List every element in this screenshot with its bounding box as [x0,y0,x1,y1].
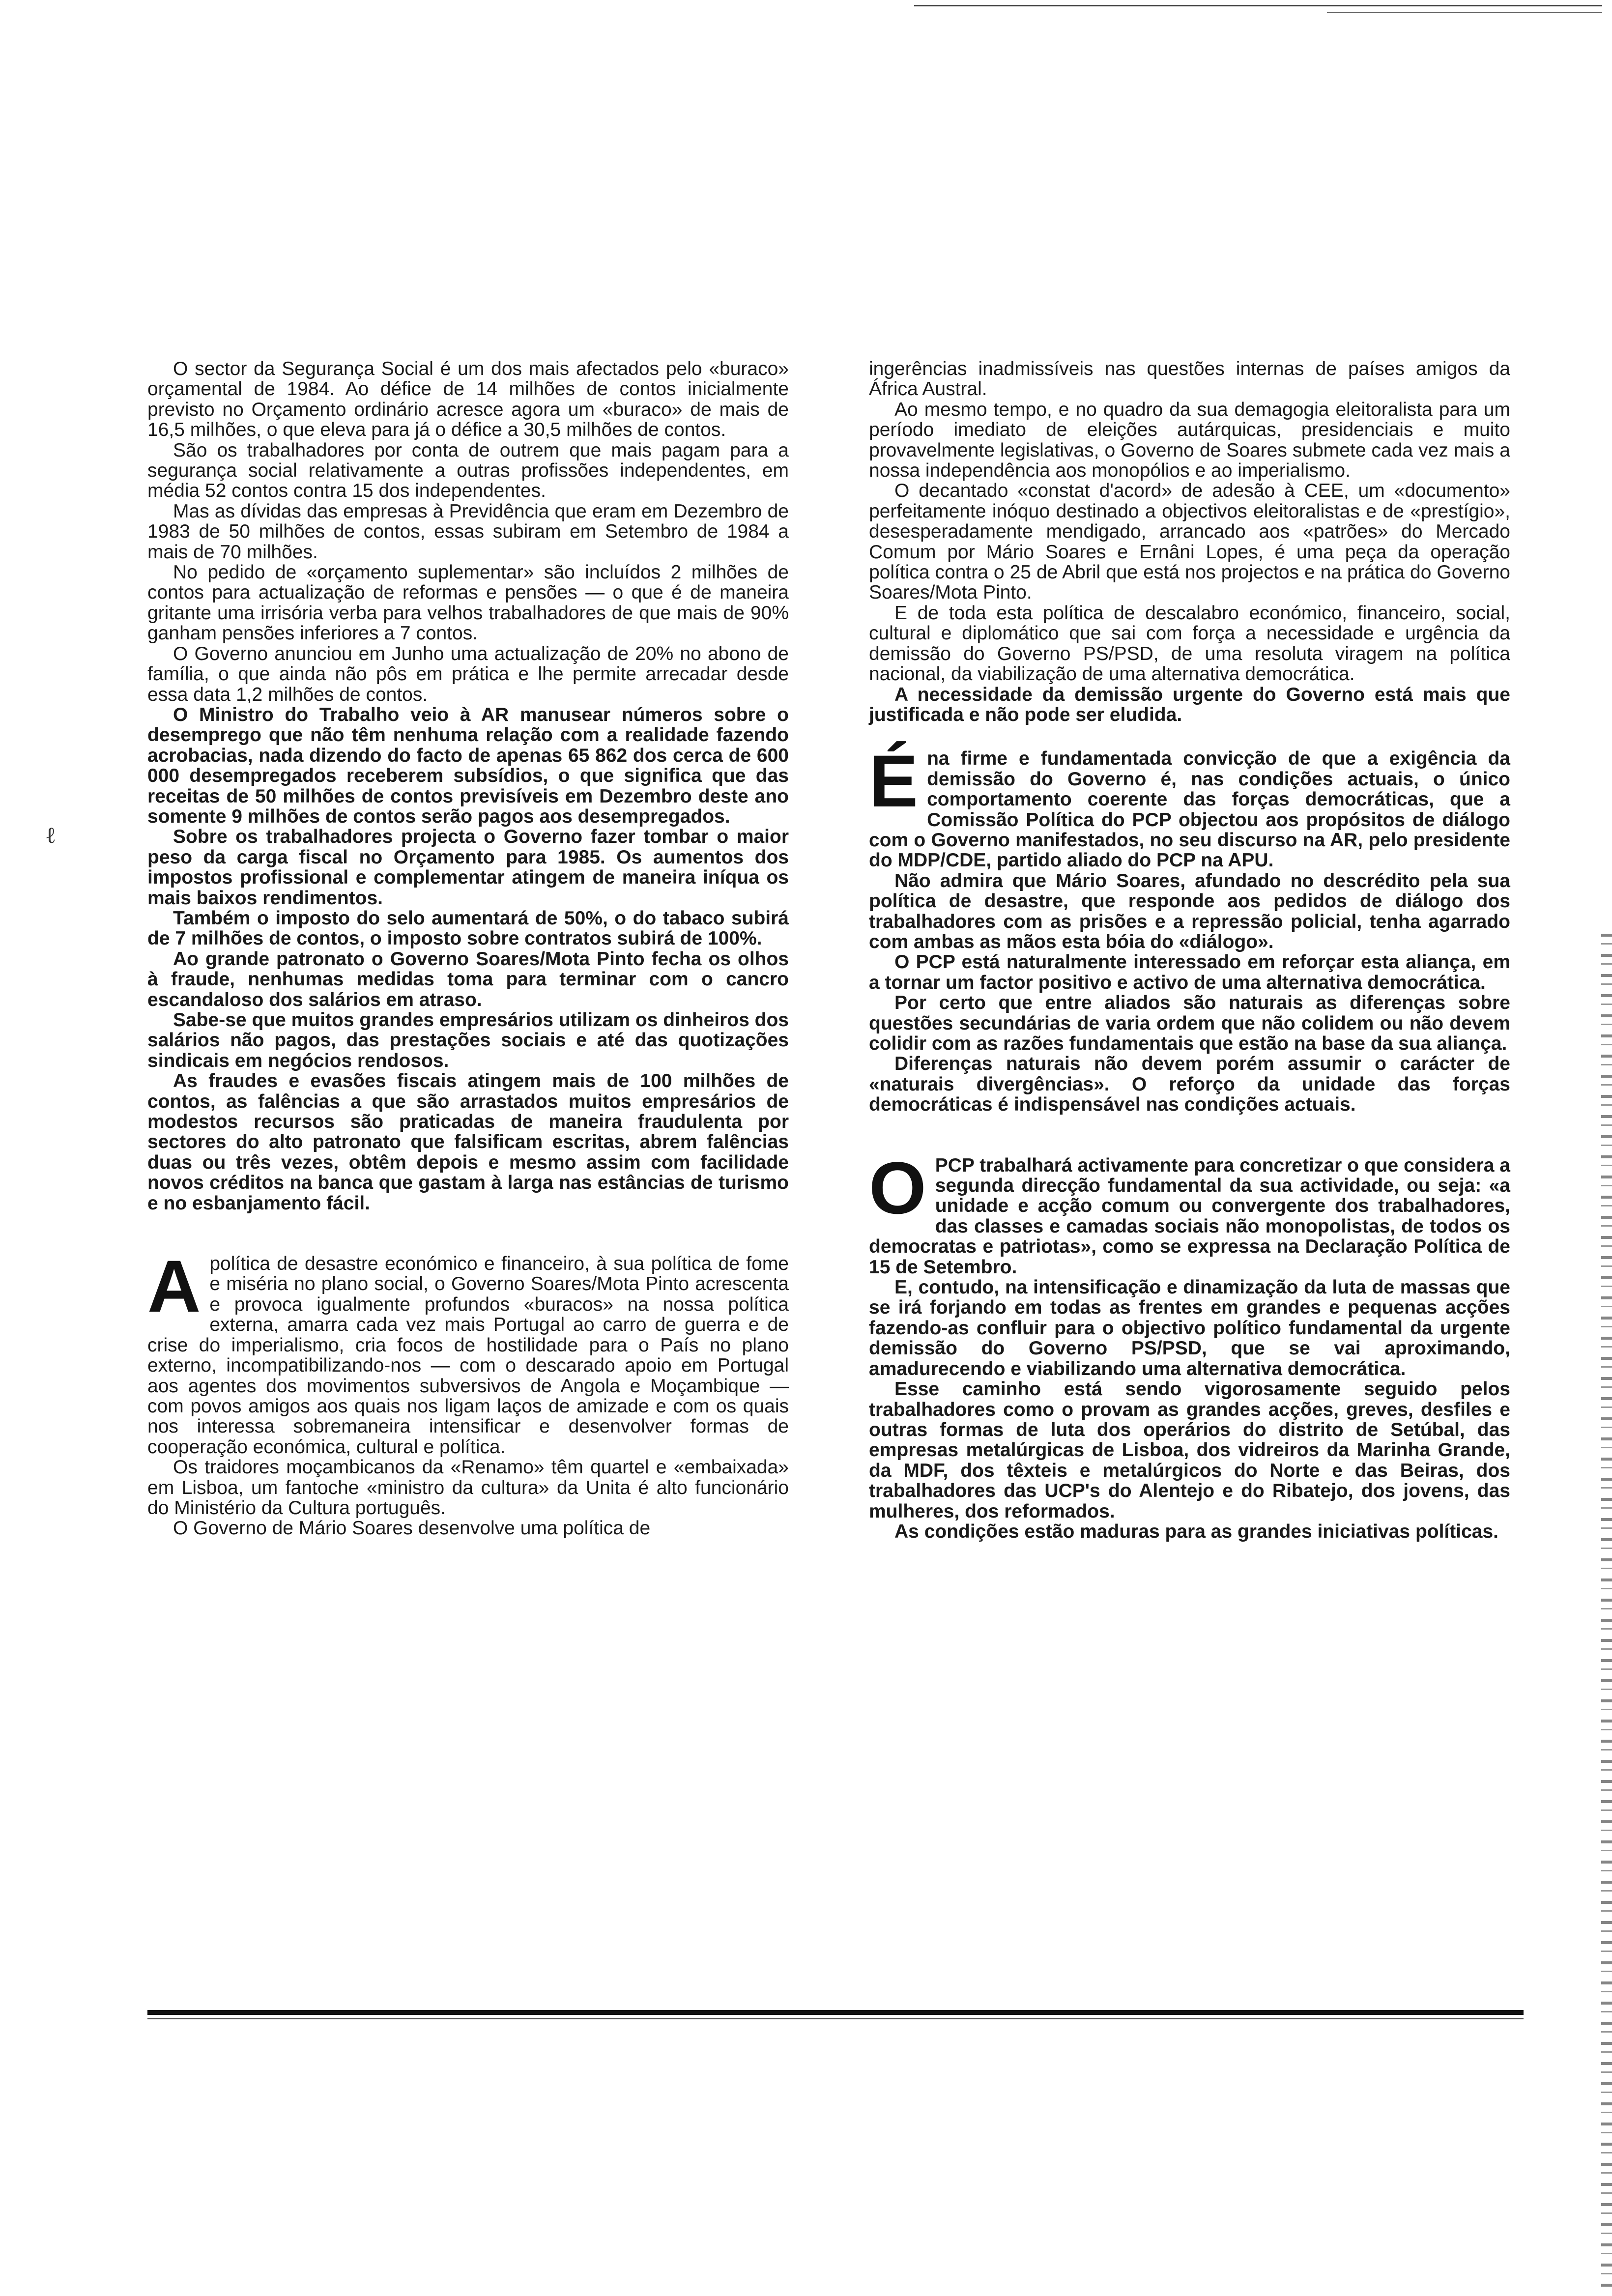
drop-cap: A [147,1245,201,1328]
paragraph: Mas as dívidas das empresas à Previdência que eram em Dezembro de 1983 de 50 milhões de contos, essas subiram em Setembro de 1984 a mais de 70 milhões. [147,500,789,563]
paragraph: E, contudo, na intensificação e dinamização da luta de massas que se irá forjando em todas as frentes em grandes e pequenas acções fazendo-as confluir para o objectivo político fundamental da urgente demissão do Governo PS/PSD, que se vai aproximando, amadurecendo e viabilizando uma alternativa democrática. [869,1277,1510,1379]
section-spacer [147,1213,789,1254]
section-lead-text: PCP trabalhará activamente para concretizar o que considera a segunda direcção fundamental da sua actividade, ou seja: «a unidade e acção comum ou convergente dos trabalhadores, das classes e camadas sociais não monopolistas, de todos os democratas e patriotas», como se expressa na Declaração Política de 15 de Setembro. [869,1154,1510,1278]
paragraph: O sector da Segurança Social é um dos mais afectados pelo «buraco» orçamental de 1984. Ao défice de 14 milhões de contos inicialmente previsto no Orçamento ordinário acresce agora um «buraco» de mais de 16,5 milhões, o que eleva para já o défice a 30,5 milhões de contos. [147,358,789,441]
paragraph: São os trabalhadores por conta de outrem que mais pagam para a segurança social relativamente a outras profissões independentes, em média 52 contos contra 15 dos independentes. [147,439,789,502]
section-lead-paragraph [869,1146,1510,1278]
section-spacer [869,1115,1510,1155]
scan-edge-noise [1601,934,1612,2290]
paragraph: As condições estão maduras para as grandes iniciativas políticas. [894,1521,1498,1542]
continuation-paragraph: ingerências inadmissíveis nas questões internas de países amigos da África Austral. [869,358,1510,400]
section-lead-paragraph [869,740,1510,871]
paragraph: O PCP está naturalmente interessado em reforçar esta aliança, em a tornar um factor positivo e activo de uma alternativa democrática. [869,951,1510,993]
left-column [147,359,789,1539]
bottom-rule [147,2010,1524,2015]
paragraph: Sabe-se que muitos grandes empresários utilizam os dinheiros dos salários não pagos, das prestações sociais e até das quotizações sindicais em negócios rendosos. [147,1009,789,1071]
paragraph: Esse caminho está sendo vigorosamente seguido pelos trabalhadores como o provam as grandes acções, greves, desfiles e outras formas de luta dos operários do distrito de Setúbal, das empresas metalúrgicas de Lisboa, dos vidreiros da Marinha Grande, da MDF, dos têxteis e metalúrgicos do Norte e das Beiras, dos trabalhadores das UCP's do Alentejo e do Ribatejo, dos jovens, das mulheres, dos reformados. [869,1378,1510,1522]
drop-cap: O [869,1146,926,1229]
scan-artifact-rule [914,5,1602,6]
scan-artifact-rule [1327,12,1602,13]
paragraph: O Governo anunciou em Junho uma actualização de 20% no abono de família, o que ainda não pôs em prática e lhe permite arrecadar desde essa data 1,2 milhões de contos. [147,643,789,705]
paragraph: Por certo que entre aliados são naturais as diferenças sobre questões secundárias de varia ordem que não colidem ou não devem colidir com as razões fundamentais que estão na base da sua aliança. [869,992,1510,1054]
section-lead-text: na firme e fundamentada convicção de que a exigência da demissão do Governo é, nas condições actuais, o único comportamento coerente das forças democráticas, que a Comissão Política do PCP objectou aos propósitos de diálogo com o Governo manifestados, no seu discurso na AR, pelo presidente do MDP/CDE, partido aliado do PCP na APU. [869,748,1510,871]
paragraph: O decantado «constat d'acord» de adesão à CEE, um «documento» perfeitamente inóquo destinado a objectivos eleitoralistas e de «prestígio», desesperadamente mendigado, arrancado aos «patrões» do Mercado Comum por Mário Soares e Ernâni Lopes, é uma peça da operação política contra o 25 de Abril que está nos projectos e na prática do Governo Soares/Mota Pinto. [869,480,1510,603]
drop-cap: É [869,740,919,823]
paragraph: No pedido de «orçamento suplementar» são incluídos 2 milhões de contos para actualização de reformas e pensões — o que é de maneira gritante uma irrisória verba para velhos trabalhadores de que mais de 90% ganham pensões inferiores a 7 contos. [147,562,789,644]
section-spacer [869,725,1510,748]
paragraph: As fraudes e evasões fiscais atingem mais de 100 milhões de contos, as falências a que são arrastados muitos empresários de modestos recursos são praticadas de maneira fraudulenta por sectores do alto patronato que falsificam escritas, abrem falências duas ou três vezes, obtêm depois e mesmo assim com facilidade novos créditos na banca que gastam à larga nas estâncias de turismo e no esbanjamento fácil. [147,1070,789,1214]
paragraph: Ao grande patronato o Governo Soares/Mota Pinto fecha os olhos à fraude, nenhumas medidas toma para terminar com o cancro escandaloso dos salários em atraso. [147,948,789,1010]
scan-artifact-mark: ℓ [45,822,57,848]
paragraph: O Governo de Mário Soares desenvolve uma política de [173,1518,651,1539]
paragraph: Também o imposto do selo aumentará de 50%, o do tabaco subirá de 7 milhões de contos, o imposto sobre contratos subirá de 100%. [147,907,789,949]
paragraph: Ao mesmo tempo, e no quadro da sua demagogia eleitoralista para um período imediato de eleições autárquicas, presidenciais e muito provavelmente legislativas, o Governo de Soares submete cada vez mais a nossa independência aos monopólios e ao imperialismo. [869,399,1510,482]
paragraph: Diferenças naturais não devem porém assumir o carácter de «naturais divergências». O reforço da unidade das forças democráticas é indispensável nas condições actuais. [869,1053,1510,1116]
paragraph: A necessidade da demissão urgente do Governo está mais que justificada e não pode ser eludida. [869,684,1510,725]
paragraph: Os traidores moçambicanos da «Renamo» têm quartel e «embaixada» em Lisboa, um fantoche «ministro da cultura» da Unita é alto funcionário do Ministério da Cultura português. [147,1457,789,1519]
bottom-rule-thin [147,2018,1524,2019]
paragraph: Sobre os trabalhadores projecta o Governo fazer tombar o maior peso da carga fiscal no Orçamento para 1985. Os aumentos dos impostos profissional e complementar atingem de maneira iníqua os mais baixos rendimentos. [147,826,789,909]
paragraph: Não admira que Mário Soares, afundado no descrédito pela sua política de desastre, que responde aos pedidos de diálogo dos trabalhadores com as prisões e a repressão policial, tenha agarrado com ambas as mãos esta bóia do «diálogo». [869,870,1510,952]
paragraph: E de toda esta política de descalabro económico, financeiro, social, cultural e diplomático que sai com força a necessidade e urgência da demissão do Governo PS/PSD, de uma resoluta viragem na política nacional, da viabilização de uma alternativa democrática. [869,602,1510,685]
section-lead-text: política de desastre económico e financeiro, à sua política de fome e miséria no plano social, o Governo Soares/Mota Pinto acrescenta e provoca igualmente profundos «buracos» na nossa política externa, amarra cada vez mais Portugal ao carro de guerra e de crise do imperialismo, cria focos de hostilidade para o País no plano externo, incompatibilizando-nos — com o descarado apoio em Portugal aos agentes dos movimentos subversivos de Angola e Moçambique — com povos amigos aos quais nos ligam laços de amizade e com os quais nos interessa sobremaneira intensificar e desenvolver formas de cooperação económica, cultural e política. [147,1253,789,1458]
right-column [869,359,1510,1542]
paragraph: O Ministro do Trabalho veio à AR manusear números sobre o desemprego que não têm nenhuma relação com a realidade fazendo acrobacias, nada dizendo do facto de apenas 65 862 dos cerca de 600 000 desempregados receberem subsídios, o que significa que das receitas de 50 milhões de contos previsíveis em Dezembro deste ano somente 9 milhões de contos serão pagos aos desempregados. [147,704,789,827]
section-lead-paragraph [147,1245,789,1458]
